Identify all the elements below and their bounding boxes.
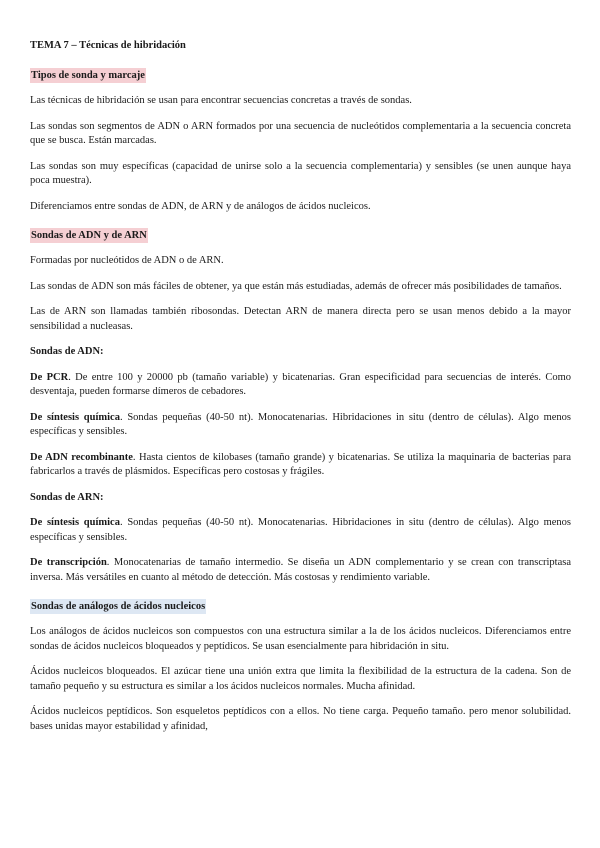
term-label: De síntesis química [30,411,120,423]
heading-highlight: Sondas de análogos de ácidos nucleicos [31,601,206,612]
section-heading-tipos [30,65,571,83]
paragraph: Los análogos de ácidos nucleicos son compuestos con una estructura similar a la de los ácidos nucleicos. Diferenciamos entre sondas de ácidos nucleicos bloqueados y peptídicos. Se usan esencialmente para hibridación in situ. [30,626,571,652]
paragraph: Ácidos nucleicos peptídicos. Son esqueletos peptídicos con a ellos. No tiene carga. Pequeño tamaño. pero menor solubilidad. bases unidas mayor estabilidad y afinidad, [30,706,571,732]
term-text: . De entre 100 y 20000 pb (tamaño variable) y bicatenarias. Gran especificidad para secuencias de interés. Como desventaja, pueden formarse dímeros de cebadores. [30,371,572,397]
term-label: De PCR [30,371,69,383]
heading-highlight: Sondas de ADN y de ARN [31,230,147,241]
term-text: . Sondas pequeñas (40-50 nt). Monocatenarias. Hibridaciones in situ (dentro de células). Algo menos específicas y sensibles. [30,517,571,543]
paragraph: Diferenciamos entre sondas de ADN, de ARN y de análogos de ácidos nucleicos. [30,200,371,212]
term-text: . Monocatenarias de tamaño intermedio. Se diseña un ADN complementario y se crean con transcriptasa inversa. Más versátiles en cuanto al método de detección. Más costosas y rendimiento variable. [30,557,571,583]
heading-highlight: Tipos de sonda y marcaje [31,70,145,81]
paragraph: Formadas por nucleótidos de ADN o de ARN. [30,255,224,266]
paragraph-sintesis-arn [30,516,571,545]
subheading-sondas-adn: Sondas de ADN: [30,346,104,357]
paragraph-transcripcion [30,556,571,585]
document-title: TEMA 7 – Técnicas de hibridación [30,40,186,51]
paragraph: Ácidos nucleicos bloqueados. El azúcar tiene una unión extra que limita la flexibilidad de la estructura de la cadena. Son de tamaño pequeño y su estructura es similar a los ácidos nucleicos normales. Mucha afinidad. [30,666,571,692]
section-heading-adn-arn [30,225,571,243]
paragraph: Las sondas son segmentos de ADN o ARN formados por una secuencia de nucleótidos complementaria a la secuencia concreta que se busca. Están marcadas. [30,120,571,146]
term-text: . Hasta cientos de kilobases (tamaño grande) y bicatenarias. Se utiliza la maquinaria de bacterias para fabricarlos a través de plásmidos. Específicas pero costosas y frágiles. [30,451,572,477]
paragraph: Las de ARN son llamadas también ribosondas. Detectan ARN de manera directa pero se usan menos debido a la mayor sensibilidad a nucleasas. [30,306,571,332]
term-label: De ADN recombinante [30,451,133,463]
paragraph: Las sondas de ADN son más fáciles de obtener, ya que están más estudiadas, además de ofrecer más posibilidades de tamaños. [30,280,562,292]
paragraph-recombinante [30,451,571,480]
paragraph-pcr [30,371,571,400]
term-label: De transcripción [30,557,107,568]
paragraph: Las técnicas de hibridación se usan para encontrar secuencias concretas a través de sondas. [30,95,412,106]
section-heading-analogos [30,596,571,614]
term-label: De síntesis química [30,517,120,528]
document-page [30,38,571,745]
paragraph-sintesis [30,411,571,440]
term-text: . Sondas pequeñas (40-50 nt). Monocatenarias. Hibridaciones in situ (dentro de células). Algo menos específicas y sensibles. [30,411,571,437]
subheading-sondas-arn: Sondas de ARN: [30,491,104,503]
paragraph: Las sondas son muy específicas (capacidad de unirse solo a la secuencia complementaria) y sensibles (se unen aunque haya poca muestra). [30,160,571,186]
